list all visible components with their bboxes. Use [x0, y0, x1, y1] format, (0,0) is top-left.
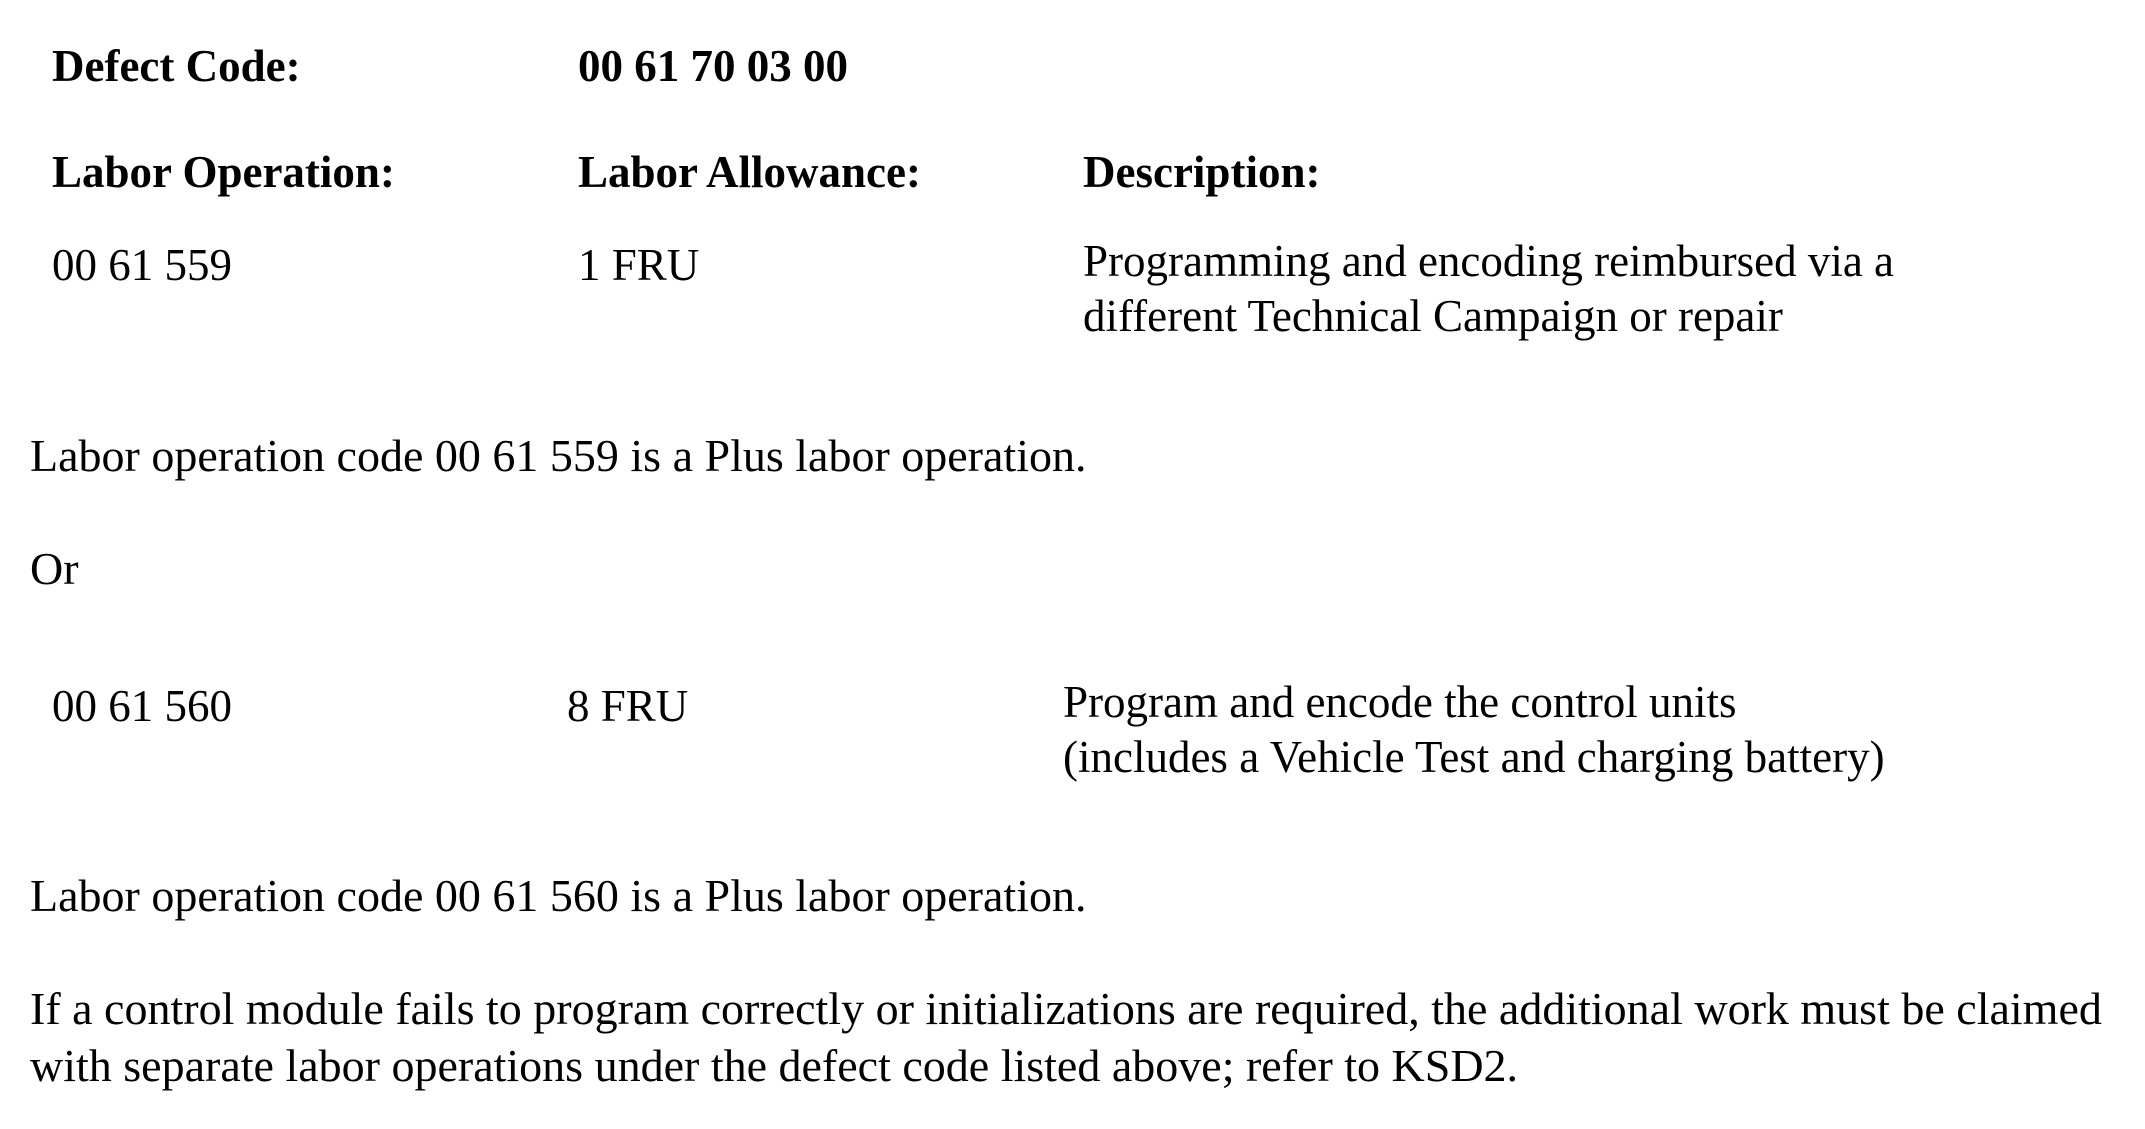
- defect-code-label: Defect Code:: [52, 41, 301, 91]
- header-labor-operation: Labor Operation:: [52, 147, 395, 197]
- header-labor-allowance: Labor Allowance:: [578, 147, 921, 197]
- footer-paragraph: If a control module fails to program correctly or initializations are required, the additional work must be claimed with separate labor operations under the defect code listed above; refer to KSD2.: [30, 983, 2102, 1091]
- row-1-description: Programming and encoding reimbursed via a different Technical Campaign or repair: [1083, 236, 1895, 341]
- or-separator: Or: [30, 543, 79, 594]
- row-2-note: Labor operation code 00 61 560 is a Plus labor operation.: [30, 870, 1087, 921]
- row-1-allowance: 1 FRU: [578, 240, 700, 290]
- row-1-operation: 00 61 559: [52, 240, 232, 290]
- row-2-allowance: 8 FRU: [567, 681, 689, 731]
- defect-code-value: 00 61 70 03 00: [578, 41, 848, 91]
- row-2-operation: 00 61 560: [52, 681, 232, 731]
- row-1-note: Labor operation code 00 61 559 is a Plus labor operation.: [30, 430, 1087, 481]
- row-2-description: Program and encode the control units (includes a Vehicle Test and charging battery): [1063, 677, 1885, 782]
- header-description: Description:: [1083, 147, 1321, 197]
